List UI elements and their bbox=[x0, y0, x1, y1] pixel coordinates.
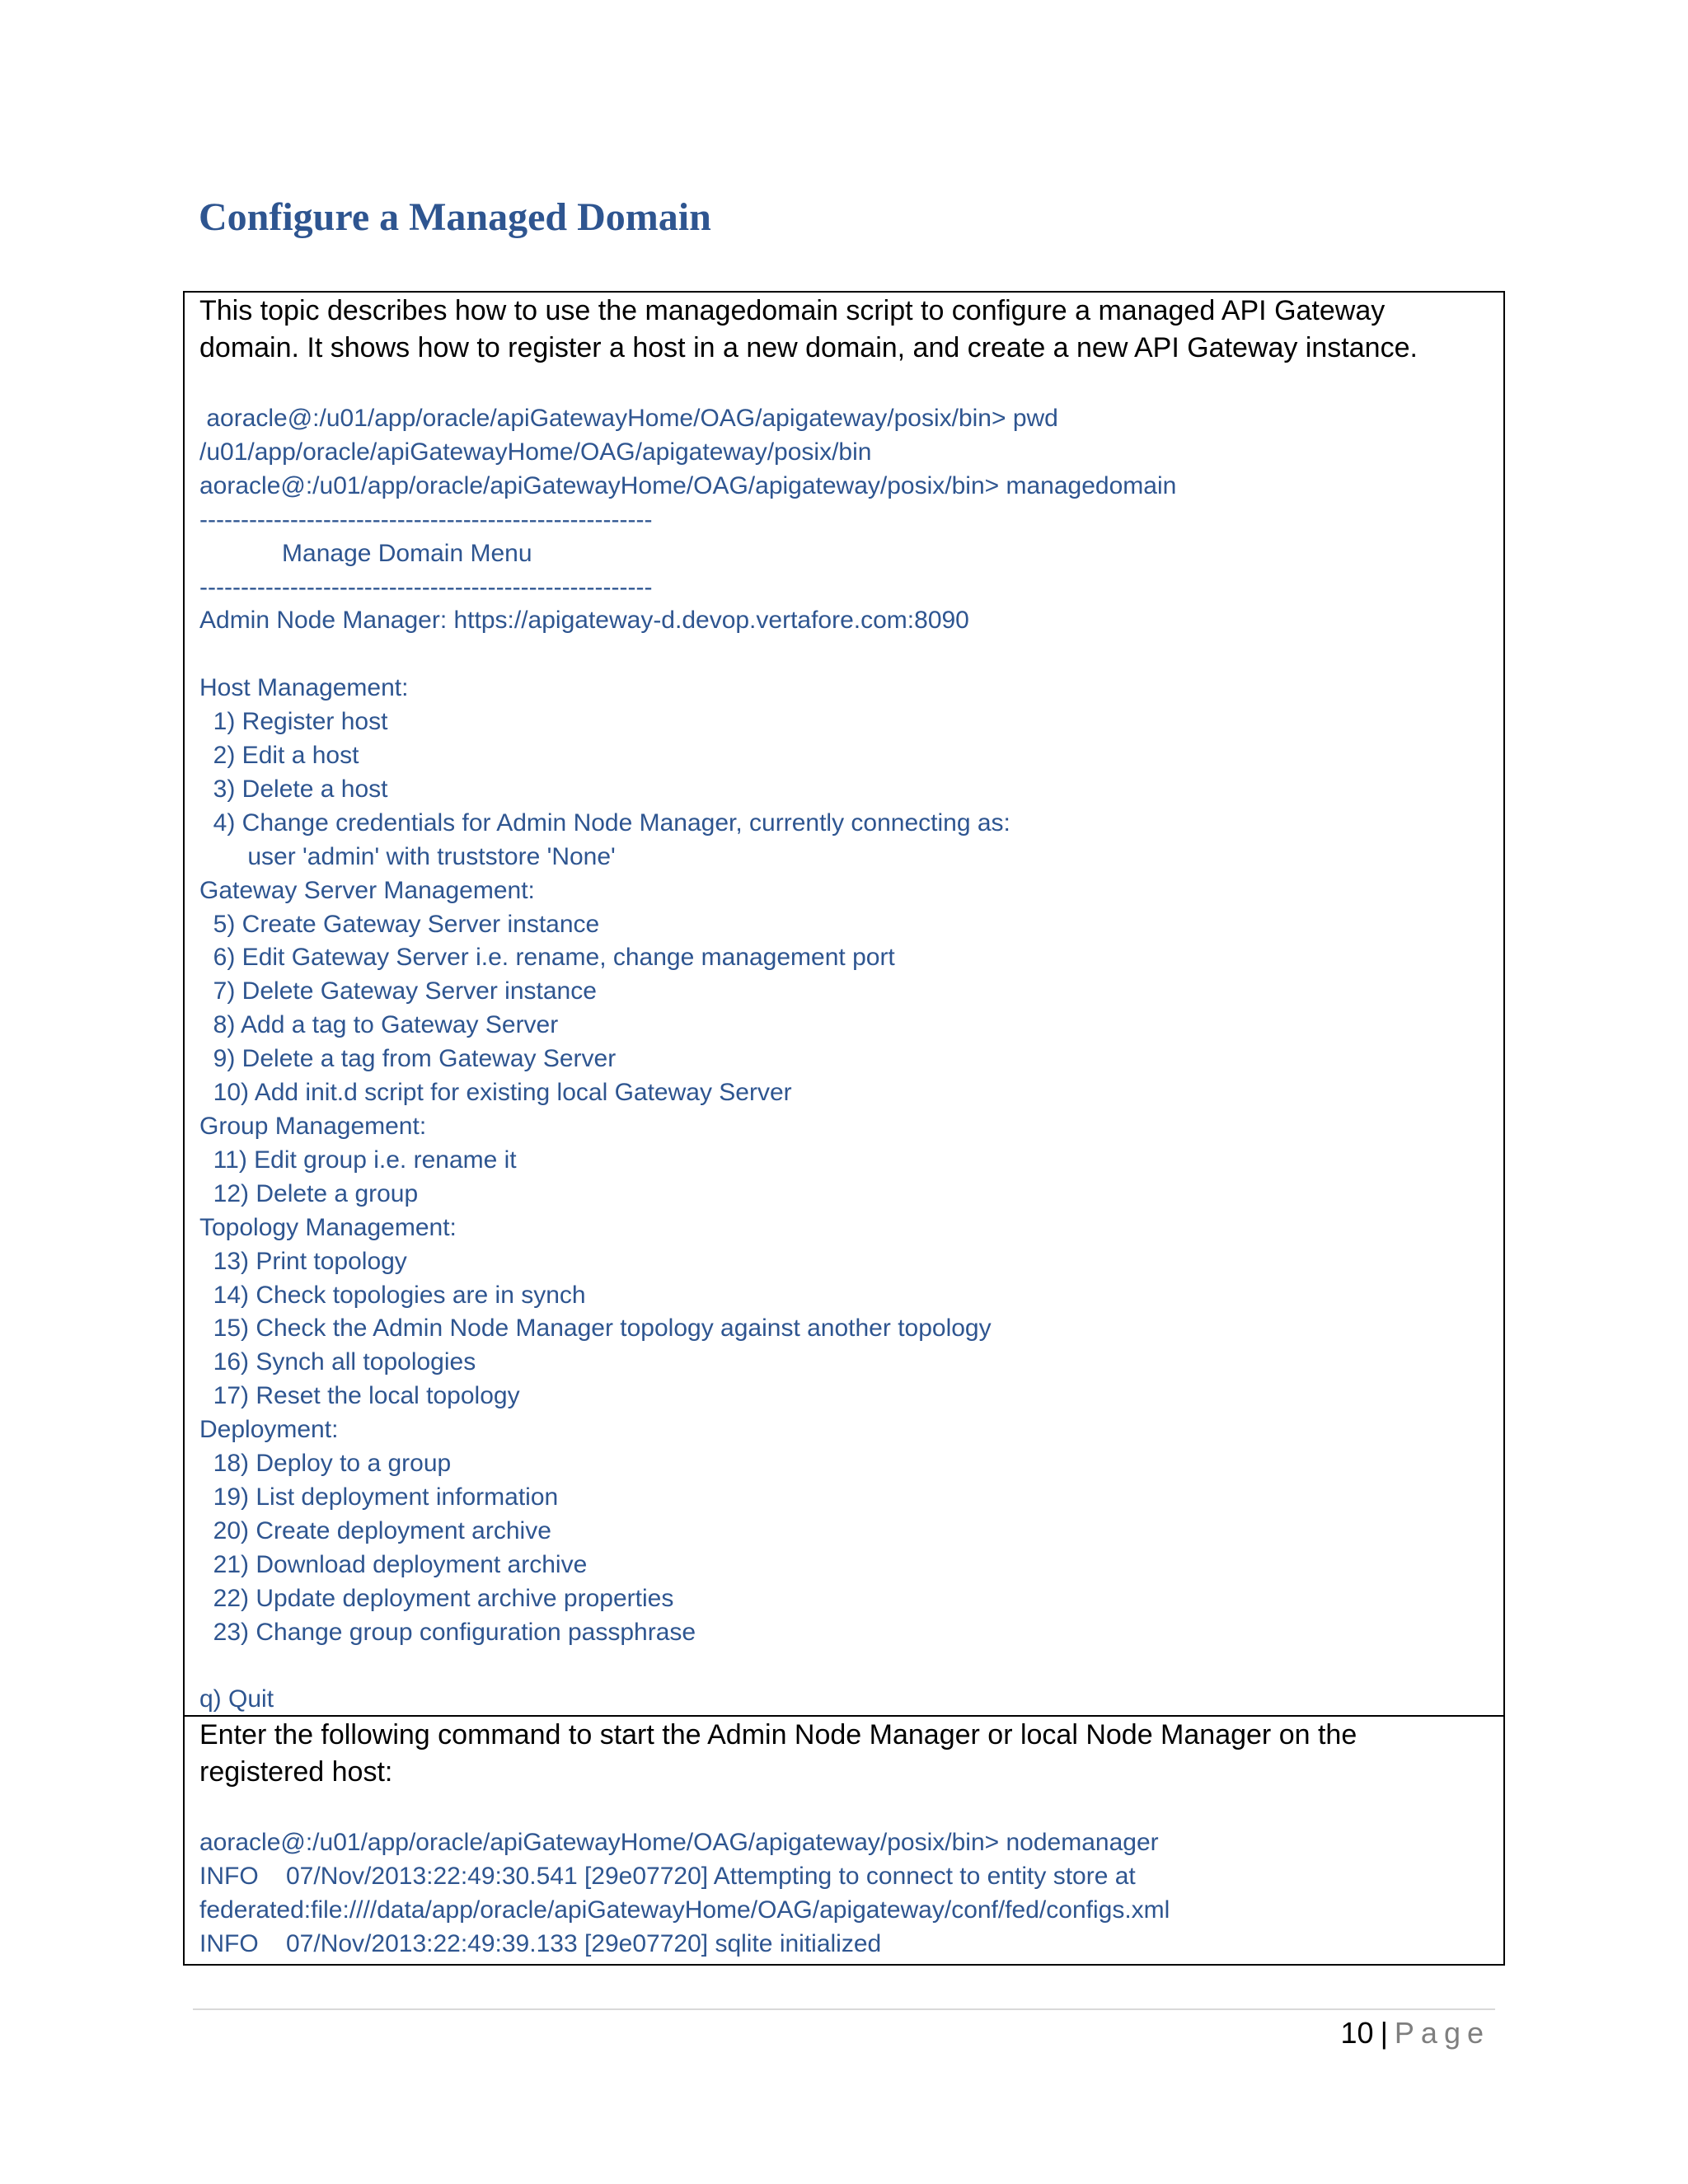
terminal-line: aoracle@:/u01/app/oracle/apiGatewayHome/OAG/apigateway/posix/bin> nodemanager bbox=[199, 1829, 1159, 1856]
terminal-line: ------------------------------------------------------- bbox=[199, 573, 653, 601]
terminal-line: 19) List deployment information bbox=[199, 1483, 559, 1511]
terminal-line: 1) Register host bbox=[199, 708, 388, 736]
page-label: Page bbox=[1394, 2016, 1490, 2050]
terminal-line: 20) Create deployment archive bbox=[199, 1516, 551, 1544]
managedomain-example-box bbox=[183, 291, 1505, 1717]
terminal-line: 9) Delete a tag from Gateway Server bbox=[199, 1045, 617, 1073]
terminal-line: 21) Download deployment archive bbox=[199, 1550, 588, 1578]
terminal-line: INFO 07/Nov/2013:22:49:30.541 [29e07720] Attempting to connect to entity store at bbox=[199, 1862, 1136, 1890]
terminal-line bbox=[199, 1650, 1489, 1684]
page-footer bbox=[1341, 2008, 1490, 2058]
terminal-line: Gateway Server Management: bbox=[199, 876, 535, 904]
terminal-line: Manage Domain Menu bbox=[199, 539, 532, 567]
terminal-line: 13) Print topology bbox=[199, 1247, 407, 1275]
terminal-line: user 'admin' with truststore 'None' bbox=[199, 842, 616, 870]
terminal-line bbox=[199, 638, 1489, 672]
page-number: 10 bbox=[1340, 2016, 1374, 2050]
terminal-line: 7) Delete Gateway Server instance bbox=[199, 977, 597, 1005]
terminal-line: 18) Deploy to a group bbox=[199, 1450, 452, 1478]
terminal-line: 22) Update deployment archive properties bbox=[199, 1584, 674, 1612]
terminal-line: 3) Delete a host bbox=[199, 775, 388, 803]
page-title: Configure a Managed Domain bbox=[199, 195, 711, 239]
terminal-line: 10) Add init.d script for existing local Gateway Server bbox=[199, 1079, 792, 1107]
terminal-line: 16) Synch all topologies bbox=[199, 1348, 476, 1376]
terminal-line: aoracle@:/u01/app/oracle/apiGatewayHome/OAG/apigateway/posix/bin> managedomain bbox=[199, 471, 1177, 499]
terminal-line: Host Management: bbox=[199, 674, 409, 702]
terminal-line: 15) Check the Admin Node Manager topology against another topology bbox=[199, 1315, 992, 1343]
terminal-line: 8) Add a tag to Gateway Server bbox=[199, 1011, 559, 1039]
terminal-line: Topology Management: bbox=[199, 1213, 457, 1241]
terminal-line: 11) Edit group i.e. rename it bbox=[199, 1146, 517, 1174]
terminal-line: federated:file:////data/app/oracle/apiGatewayHome/OAG/apigateway/conf/fed/configs.xml bbox=[199, 1896, 1170, 1924]
footer-separator: | bbox=[1380, 2016, 1388, 2050]
terminal-line: 12) Delete a group bbox=[199, 1179, 419, 1207]
terminal-line: Admin Node Manager: https://apigateway-d.devop.vertafore.com:8090 bbox=[199, 607, 969, 635]
terminal-line: 23) Change group configuration passphrase bbox=[199, 1618, 696, 1646]
terminal-line: 6) Edit Gateway Server i.e. rename, change management port bbox=[199, 944, 895, 972]
terminal-line: 4) Change credentials for Admin Node Manager, currently connecting as: bbox=[199, 808, 1010, 837]
nodemanager-example-box bbox=[183, 1715, 1505, 1966]
terminal-line: Group Management: bbox=[199, 1113, 427, 1141]
terminal-line: 17) Reset the local topology bbox=[199, 1382, 520, 1410]
terminal-line: INFO 07/Nov/2013:22:49:39.133 [29e07720] sqlite initialized bbox=[199, 1929, 882, 1957]
terminal-line: 2) Edit a host bbox=[199, 742, 359, 770]
terminal-line: q) Quit bbox=[199, 1685, 274, 1713]
terminal-line: 14) Check topologies are in synch bbox=[199, 1281, 586, 1309]
managedomain-terminal-output bbox=[199, 402, 1489, 1717]
terminal-line: 5) Create Gateway Server instance bbox=[199, 910, 600, 938]
nodemanager-terminal-output bbox=[199, 1826, 1489, 1961]
footer-divider bbox=[193, 2008, 1495, 2010]
section-intro: Enter the following command to start the Admin Node Manager or local Node Manager on the registered host: bbox=[199, 1719, 1357, 1788]
terminal-line: ------------------------------------------------------- bbox=[199, 505, 653, 533]
section-intro: This topic describes how to use the managedomain script to configure a managed API Gateway domain. It shows how to register a host in a new domain, and create a new API Gateway instance. bbox=[199, 295, 1418, 363]
terminal-line: aoracle@:/u01/app/oracle/apiGatewayHome/OAG/apigateway/posix/bin> pwd bbox=[199, 405, 1058, 432]
terminal-line: Deployment: bbox=[199, 1416, 339, 1444]
terminal-line: /u01/app/oracle/apiGatewayHome/OAG/apigateway/posix/bin bbox=[199, 438, 872, 466]
